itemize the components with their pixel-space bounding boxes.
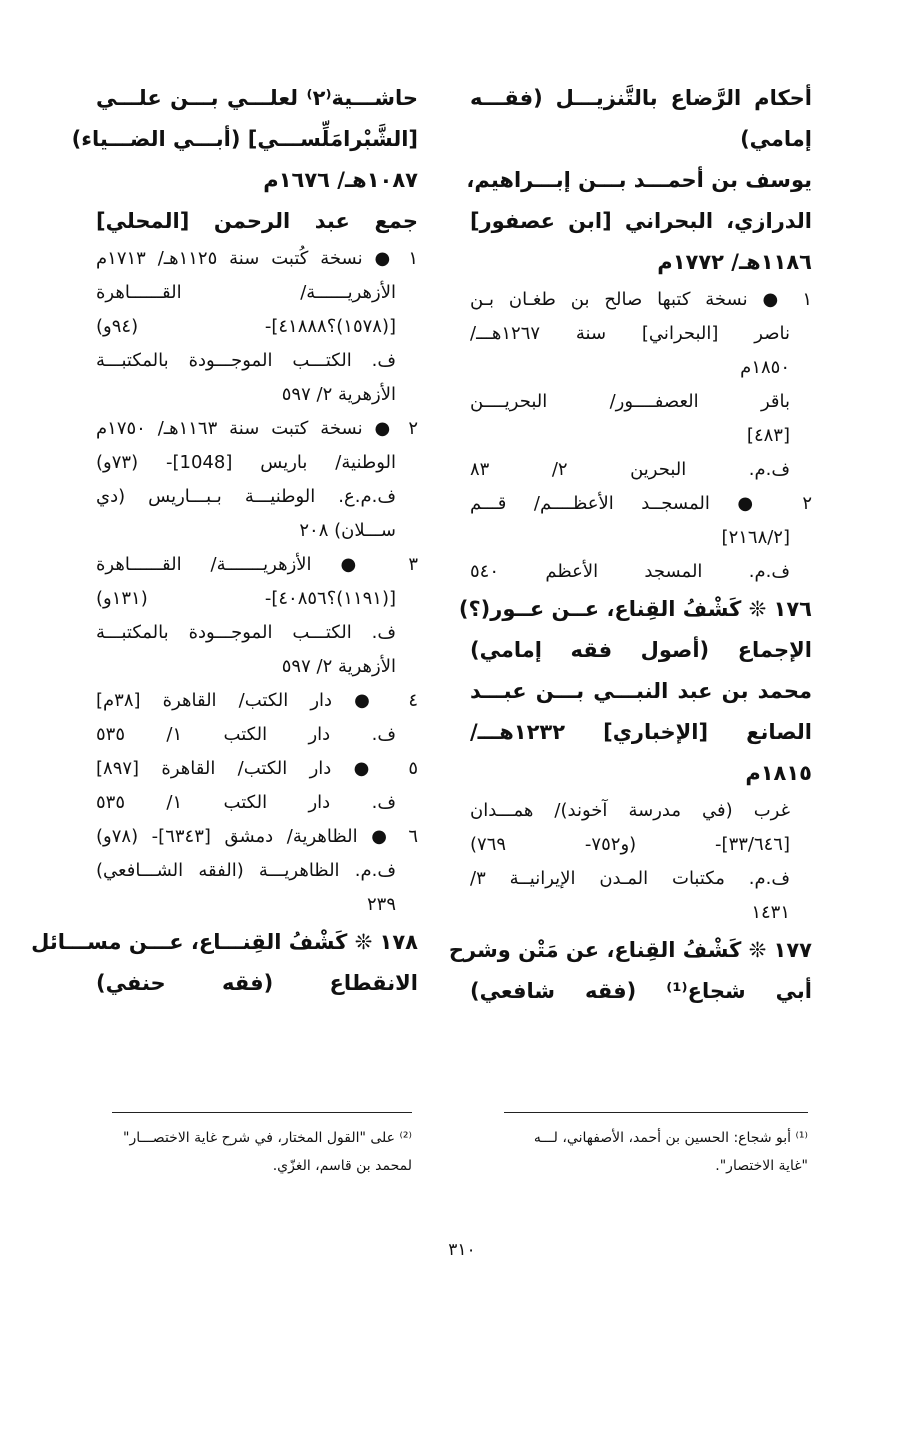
footnote-line: ⁽²⁾ على "القول المختار، في شرح غاية الاختصـــار" bbox=[123, 1130, 412, 1146]
right-column-line: الإجماع (أصول فقه إمامي) bbox=[470, 638, 812, 662]
left-column-line: ٤ ● دار الكتب/ القاهرة [٣٨م] bbox=[96, 690, 418, 711]
left-column-line: ف. دار الكتب ١/ ٥٣٥ bbox=[96, 792, 396, 813]
left-column bbox=[31, 78, 419, 1004]
right-column-line: ١١٨٦هـ/ ١٧٧٢م bbox=[657, 250, 812, 274]
right-column-line: أحكام الرَّضاع بالتَّنزيـــل (فقـــه bbox=[470, 86, 812, 110]
right-column-line: ١٧٧ ❊ كَشْفُ القِناع، عن مَتْن وشرح bbox=[448, 938, 812, 962]
left-column-line: [(١١٩١)؟٤٠٨٥٦]- (١٣١و) bbox=[96, 588, 396, 609]
left-column-line: ٣ ● الأزهريـــــــة/ القــــــاهرة bbox=[96, 554, 418, 575]
footnote-rule-left bbox=[112, 1112, 412, 1113]
left-column-line: الأزهريــــــة/ القــــــاهرة bbox=[96, 282, 396, 303]
left-column-line: [(١٥٧٨)؟٤١٨٨٨]- (٩٤و) bbox=[96, 316, 396, 337]
left-column-line: الوطنية/ باريس [1048]- (٧٣و) bbox=[96, 452, 396, 473]
left-column-line: [الشَّبْرامَلِّســـي] (أبـــي الضـــياء) bbox=[71, 127, 418, 151]
footnote-line: "غاية الاختصار". bbox=[715, 1158, 808, 1174]
right-column-line: الصانع [الإخباري] ١٢٣٢هـــ/ bbox=[470, 720, 812, 744]
left-column-line: ٦ ● الظاهرية/ دمشق [٦٣٤٣]- (٧٨و) bbox=[96, 826, 419, 847]
footnote-rule-right bbox=[504, 1112, 808, 1113]
left-column-line: ف. الكتـــب الموجـــودة بالمكتبـــة bbox=[96, 622, 396, 643]
right-column-line: [٤٨٣] bbox=[746, 425, 790, 446]
left-column-line: ســـلان) ٢٠٨ bbox=[299, 520, 396, 541]
left-column-line: ٢٣٩ bbox=[366, 894, 396, 915]
footnote-line: ⁽¹⁾ أبو شجاع: الحسين بن أحمد، الأصفهاني، لـــه bbox=[533, 1130, 808, 1146]
right-column-line: ١٨١٥م bbox=[745, 761, 812, 785]
footnote-line: لمحمد بن قاسم، الغزّي. bbox=[272, 1158, 412, 1174]
left-column-line: ١ ● نسخة كُتبت سنة ١١٢٥هـ/ ١٧١٣م bbox=[96, 248, 418, 269]
left-column-line: جمع عبد الرحمن [المحلي] bbox=[96, 209, 418, 233]
right-column-line: ف.م. مكتبات المـدن الإيرانيــة ٣/ bbox=[470, 868, 790, 889]
right-column-line: غرب (في مدرسة آخوند)/ همـــدان bbox=[470, 800, 790, 821]
right-column-line: ناصر [البحراني] سنة ١٢٦٧هـــ/ bbox=[470, 323, 790, 344]
left-column-line: ١٠٨٧هـ/ ١٦٧٦م bbox=[263, 168, 418, 192]
right-column-line: أبي شجاع⁽¹⁾ (فقه شافعي) bbox=[470, 979, 812, 1003]
footnote-right bbox=[484, 1124, 808, 1180]
left-column-line: ف.م.ع. الوطنيـــة بـبـــاريس (دي bbox=[96, 486, 396, 507]
left-column-line: الأزهرية ٢/ ٥٩٧ bbox=[281, 384, 396, 405]
right-column-line: يوسف بن أحمـــد بـــن إبـــراهيم، bbox=[466, 168, 812, 192]
left-column-line: الأزهرية ٢/ ٥٩٧ bbox=[281, 656, 396, 677]
right-column-line: ١ ● نسخة كتبها صالح بن طغـان بـن bbox=[470, 289, 812, 310]
left-column-line: ف. الكتـــب الموجـــودة بالمكتبـــة bbox=[96, 350, 396, 371]
right-column-line: ف.م. البحرين ٢/ ٨٣ bbox=[470, 459, 790, 480]
right-column-line: ١٤٣١ bbox=[751, 902, 790, 923]
right-column-line: ١٧٦ ❊ كَشْفُ القِناع، عــن عــور(؟) bbox=[458, 597, 812, 621]
left-column-line: ف.م. الظاهريـــة (الفقه الشـــافعي) bbox=[96, 860, 396, 881]
right-column-line: ١٨٥٠م bbox=[740, 357, 790, 378]
left-column-line: ف. دار الكتب ١/ ٥٣٥ bbox=[96, 724, 396, 745]
right-column-line: باقر العصفــــور/ البحريــــن bbox=[470, 391, 790, 412]
right-column bbox=[448, 78, 812, 1012]
left-column-line: ١٧٨ ❊ كَشْفُ القِنـــاع، عـــن مســـائل bbox=[31, 930, 418, 954]
right-column-line: ٢ ● المسجــد الأعظــــم/ قـــم bbox=[470, 493, 812, 514]
left-column-line: حاشـــية⁽٢⁾ لعلـــي بـــن علـــي bbox=[96, 86, 418, 110]
right-column-line: [٢١٦٨/٢] bbox=[721, 527, 790, 548]
right-column-line: [٣٣/٦٤٦]- (و٧٥٢- ٧٦٩) bbox=[470, 834, 790, 855]
right-column-line: الدرازي، البحراني [ابن عصفور] bbox=[470, 209, 812, 233]
left-column-line: الانقطاع (فقه حنفي) bbox=[96, 971, 418, 995]
right-column-line: محمد بن عبد النبـــي بـــن عبـــد bbox=[470, 679, 812, 703]
right-column-line: إمامي) bbox=[740, 127, 812, 151]
left-column-line: ٥ ● دار الكتب/ القاهرة [٨٩٧] bbox=[96, 758, 418, 779]
left-column-line: ٢ ● نسخة كتبت سنة ١١٦٣هـ/ ١٧٥٠م bbox=[96, 418, 418, 439]
right-column-line: ف.م. المسجد الأعظم ٥٤٠ bbox=[470, 561, 790, 582]
footnote-left bbox=[94, 1124, 412, 1180]
page-number: ٣١٠ bbox=[448, 1240, 476, 1260]
